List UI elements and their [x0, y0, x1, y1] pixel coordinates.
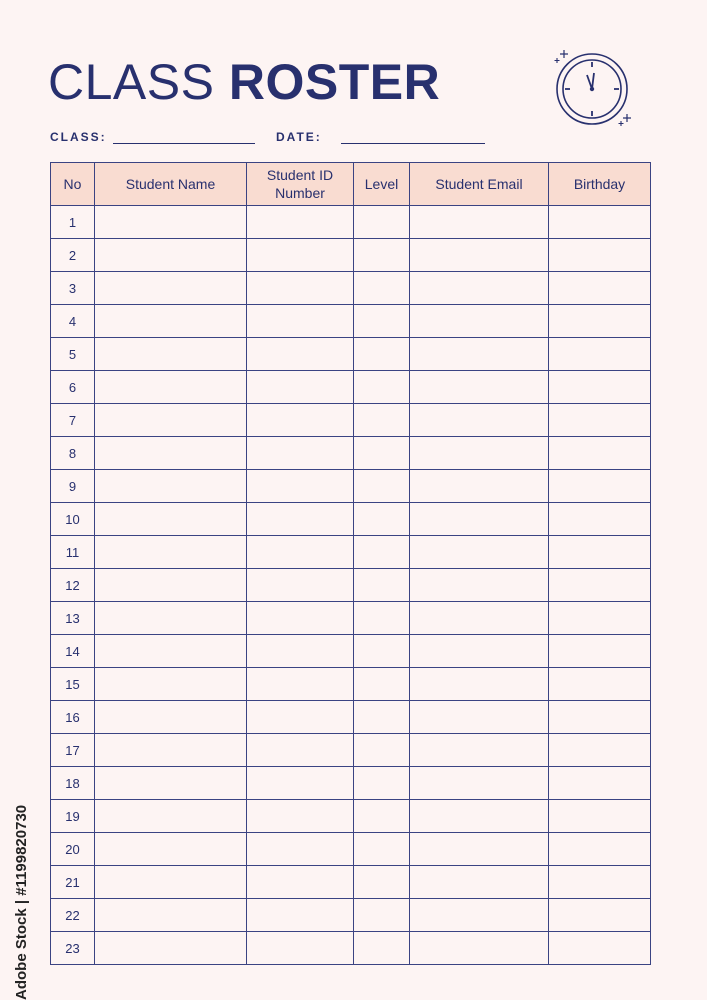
table-row — [51, 932, 651, 965]
student-id-cell[interactable] — [247, 668, 354, 701]
row-number: 9 — [51, 470, 95, 503]
student-email-cell[interactable] — [410, 767, 549, 800]
table-row — [51, 239, 651, 272]
student-name-cell[interactable] — [95, 899, 247, 932]
row-number: 7 — [51, 404, 95, 437]
student-name-cell[interactable] — [95, 338, 247, 371]
student-email-cell[interactable] — [410, 569, 549, 602]
level-cell[interactable] — [354, 239, 410, 272]
row-number: 14 — [51, 635, 95, 668]
birthday-cell[interactable] — [549, 272, 651, 305]
student-email-cell[interactable] — [410, 899, 549, 932]
student-email-cell[interactable] — [410, 536, 549, 569]
birthday-cell[interactable] — [549, 338, 651, 371]
row-number: 8 — [51, 437, 95, 470]
table-row — [51, 404, 651, 437]
student-email-cell[interactable] — [410, 371, 549, 404]
student-id-cell[interactable] — [247, 536, 354, 569]
table-row — [51, 602, 651, 635]
student-id-cell[interactable] — [247, 734, 354, 767]
student-name-cell[interactable] — [95, 503, 247, 536]
student-id-cell[interactable] — [247, 470, 354, 503]
column-header-birthday: Birthday — [549, 163, 651, 206]
student-email-cell[interactable] — [410, 239, 549, 272]
student-id-cell[interactable] — [247, 866, 354, 899]
table-row — [51, 470, 651, 503]
row-number: 6 — [51, 371, 95, 404]
student-name-cell[interactable] — [95, 800, 247, 833]
table-row — [51, 503, 651, 536]
row-number: 3 — [51, 272, 95, 305]
birthday-cell[interactable] — [549, 767, 651, 800]
birthday-cell[interactable] — [549, 701, 651, 734]
table-row — [51, 338, 651, 371]
student-name-cell[interactable] — [95, 470, 247, 503]
level-cell[interactable] — [354, 668, 410, 701]
row-number: 12 — [51, 569, 95, 602]
student-name-cell[interactable] — [95, 866, 247, 899]
column-header-level: Level — [354, 163, 410, 206]
clock-icon — [553, 48, 635, 130]
table-row — [51, 701, 651, 734]
row-number: 23 — [51, 932, 95, 965]
table-row — [51, 767, 651, 800]
date-label: DATE: — [276, 130, 322, 144]
table-row — [51, 371, 651, 404]
student-name-cell[interactable] — [95, 272, 247, 305]
column-header-student-email: Student Email — [410, 163, 549, 206]
student-id-cell[interactable] — [247, 833, 354, 866]
student-email-cell[interactable] — [410, 833, 549, 866]
student-email-cell[interactable] — [410, 701, 549, 734]
row-number: 22 — [51, 899, 95, 932]
birthday-cell[interactable] — [549, 371, 651, 404]
birthday-cell[interactable] — [549, 503, 651, 536]
student-name-cell[interactable] — [95, 701, 247, 734]
birthday-cell[interactable] — [549, 734, 651, 767]
table-row — [51, 437, 651, 470]
level-cell[interactable] — [354, 437, 410, 470]
birthday-cell[interactable] — [549, 437, 651, 470]
student-id-cell[interactable] — [247, 206, 354, 239]
table-row — [51, 866, 651, 899]
row-number: 15 — [51, 668, 95, 701]
table-row — [51, 206, 651, 239]
level-cell[interactable] — [354, 800, 410, 833]
student-name-cell[interactable] — [95, 932, 247, 965]
title-bold: ROSTER — [228, 54, 441, 110]
birthday-cell[interactable] — [549, 404, 651, 437]
student-email-cell[interactable] — [410, 800, 549, 833]
column-header-student-id: Student ID Number — [247, 163, 354, 206]
student-name-cell[interactable] — [95, 404, 247, 437]
level-cell[interactable] — [354, 371, 410, 404]
title-light: CLASS — [48, 54, 215, 110]
student-email-cell[interactable] — [410, 602, 549, 635]
student-id-cell[interactable] — [247, 899, 354, 932]
level-cell[interactable] — [354, 767, 410, 800]
birthday-cell[interactable] — [549, 635, 651, 668]
level-cell[interactable] — [354, 932, 410, 965]
row-number: 2 — [51, 239, 95, 272]
class-label: CLASS: — [50, 130, 107, 144]
student-name-cell[interactable] — [95, 833, 247, 866]
student-id-cell[interactable] — [247, 437, 354, 470]
student-id-cell[interactable] — [247, 239, 354, 272]
birthday-cell[interactable] — [549, 305, 651, 338]
student-name-cell[interactable] — [95, 206, 247, 239]
level-cell[interactable] — [354, 338, 410, 371]
row-number: 4 — [51, 305, 95, 338]
row-number: 13 — [51, 602, 95, 635]
row-number: 17 — [51, 734, 95, 767]
student-email-cell[interactable] — [410, 272, 549, 305]
level-cell[interactable] — [354, 536, 410, 569]
birthday-cell[interactable] — [549, 833, 651, 866]
student-id-cell[interactable] — [247, 932, 354, 965]
level-cell[interactable] — [354, 899, 410, 932]
student-id-cell[interactable] — [247, 305, 354, 338]
student-id-cell[interactable] — [247, 635, 354, 668]
table-row — [51, 668, 651, 701]
birthday-cell[interactable] — [549, 899, 651, 932]
date-field[interactable] — [341, 143, 485, 144]
student-id-cell[interactable] — [247, 338, 354, 371]
level-cell[interactable] — [354, 569, 410, 602]
student-id-cell[interactable] — [247, 371, 354, 404]
table-row — [51, 305, 651, 338]
student-name-cell[interactable] — [95, 668, 247, 701]
student-email-cell[interactable] — [410, 404, 549, 437]
student-id-cell[interactable] — [247, 569, 354, 602]
student-name-cell[interactable] — [95, 371, 247, 404]
student-email-cell[interactable] — [410, 668, 549, 701]
level-cell[interactable] — [354, 305, 410, 338]
table-row — [51, 833, 651, 866]
student-id-cell[interactable] — [247, 503, 354, 536]
birthday-cell[interactable] — [549, 866, 651, 899]
table-header-row — [51, 163, 651, 206]
table-row — [51, 272, 651, 305]
student-email-cell[interactable] — [410, 635, 549, 668]
birthday-cell[interactable] — [549, 206, 651, 239]
row-number: 5 — [51, 338, 95, 371]
level-cell[interactable] — [354, 833, 410, 866]
student-name-cell[interactable] — [95, 602, 247, 635]
student-name-cell[interactable] — [95, 734, 247, 767]
row-number: 1 — [51, 206, 95, 239]
row-number: 16 — [51, 701, 95, 734]
student-email-cell[interactable] — [410, 932, 549, 965]
table-row — [51, 899, 651, 932]
level-cell[interactable] — [354, 206, 410, 239]
birthday-cell[interactable] — [549, 239, 651, 272]
row-number: 18 — [51, 767, 95, 800]
row-number: 19 — [51, 800, 95, 833]
class-field[interactable] — [113, 143, 255, 144]
table-row — [51, 569, 651, 602]
student-name-cell[interactable] — [95, 536, 247, 569]
birthday-cell[interactable] — [549, 602, 651, 635]
student-name-cell[interactable] — [95, 635, 247, 668]
birthday-cell[interactable] — [549, 800, 651, 833]
table-row — [51, 734, 651, 767]
row-number: 10 — [51, 503, 95, 536]
stock-watermark-text: Adobe Stock | #1199820730 — [13, 804, 30, 1000]
student-email-cell[interactable] — [410, 866, 549, 899]
row-number: 21 — [51, 866, 95, 899]
level-cell[interactable] — [354, 404, 410, 437]
birthday-cell[interactable] — [549, 569, 651, 602]
student-email-cell[interactable] — [410, 437, 549, 470]
row-number: 11 — [51, 536, 95, 569]
student-id-cell[interactable] — [247, 404, 354, 437]
student-id-cell[interactable] — [247, 602, 354, 635]
student-email-cell[interactable] — [410, 206, 549, 239]
student-id-cell[interactable] — [247, 767, 354, 800]
student-email-cell[interactable] — [410, 503, 549, 536]
row-number: 20 — [51, 833, 95, 866]
level-cell[interactable] — [354, 470, 410, 503]
student-email-cell[interactable] — [410, 734, 549, 767]
student-name-cell[interactable] — [95, 239, 247, 272]
birthday-cell[interactable] — [549, 668, 651, 701]
column-header-student-name: Student Name — [95, 163, 247, 206]
level-cell[interactable] — [354, 272, 410, 305]
birthday-cell[interactable] — [549, 932, 651, 965]
student-name-cell[interactable] — [95, 767, 247, 800]
roster-table — [50, 162, 651, 965]
level-cell[interactable] — [354, 734, 410, 767]
student-name-cell[interactable] — [95, 437, 247, 470]
student-id-cell[interactable] — [247, 272, 354, 305]
table-row — [51, 536, 651, 569]
birthday-cell[interactable] — [549, 470, 651, 503]
level-cell[interactable] — [354, 602, 410, 635]
student-id-cell[interactable] — [247, 800, 354, 833]
student-email-cell[interactable] — [410, 470, 549, 503]
student-name-cell[interactable] — [95, 305, 247, 338]
student-name-cell[interactable] — [95, 569, 247, 602]
level-cell[interactable] — [354, 701, 410, 734]
level-cell[interactable] — [354, 503, 410, 536]
page-title — [48, 52, 440, 112]
table-row — [51, 635, 651, 668]
column-header-no: No — [51, 163, 95, 206]
level-cell[interactable] — [354, 635, 410, 668]
student-email-cell[interactable] — [410, 338, 549, 371]
table-row — [51, 800, 651, 833]
student-email-cell[interactable] — [410, 305, 549, 338]
birthday-cell[interactable] — [549, 536, 651, 569]
student-id-cell[interactable] — [247, 701, 354, 734]
roster-body — [51, 206, 651, 965]
level-cell[interactable] — [354, 866, 410, 899]
